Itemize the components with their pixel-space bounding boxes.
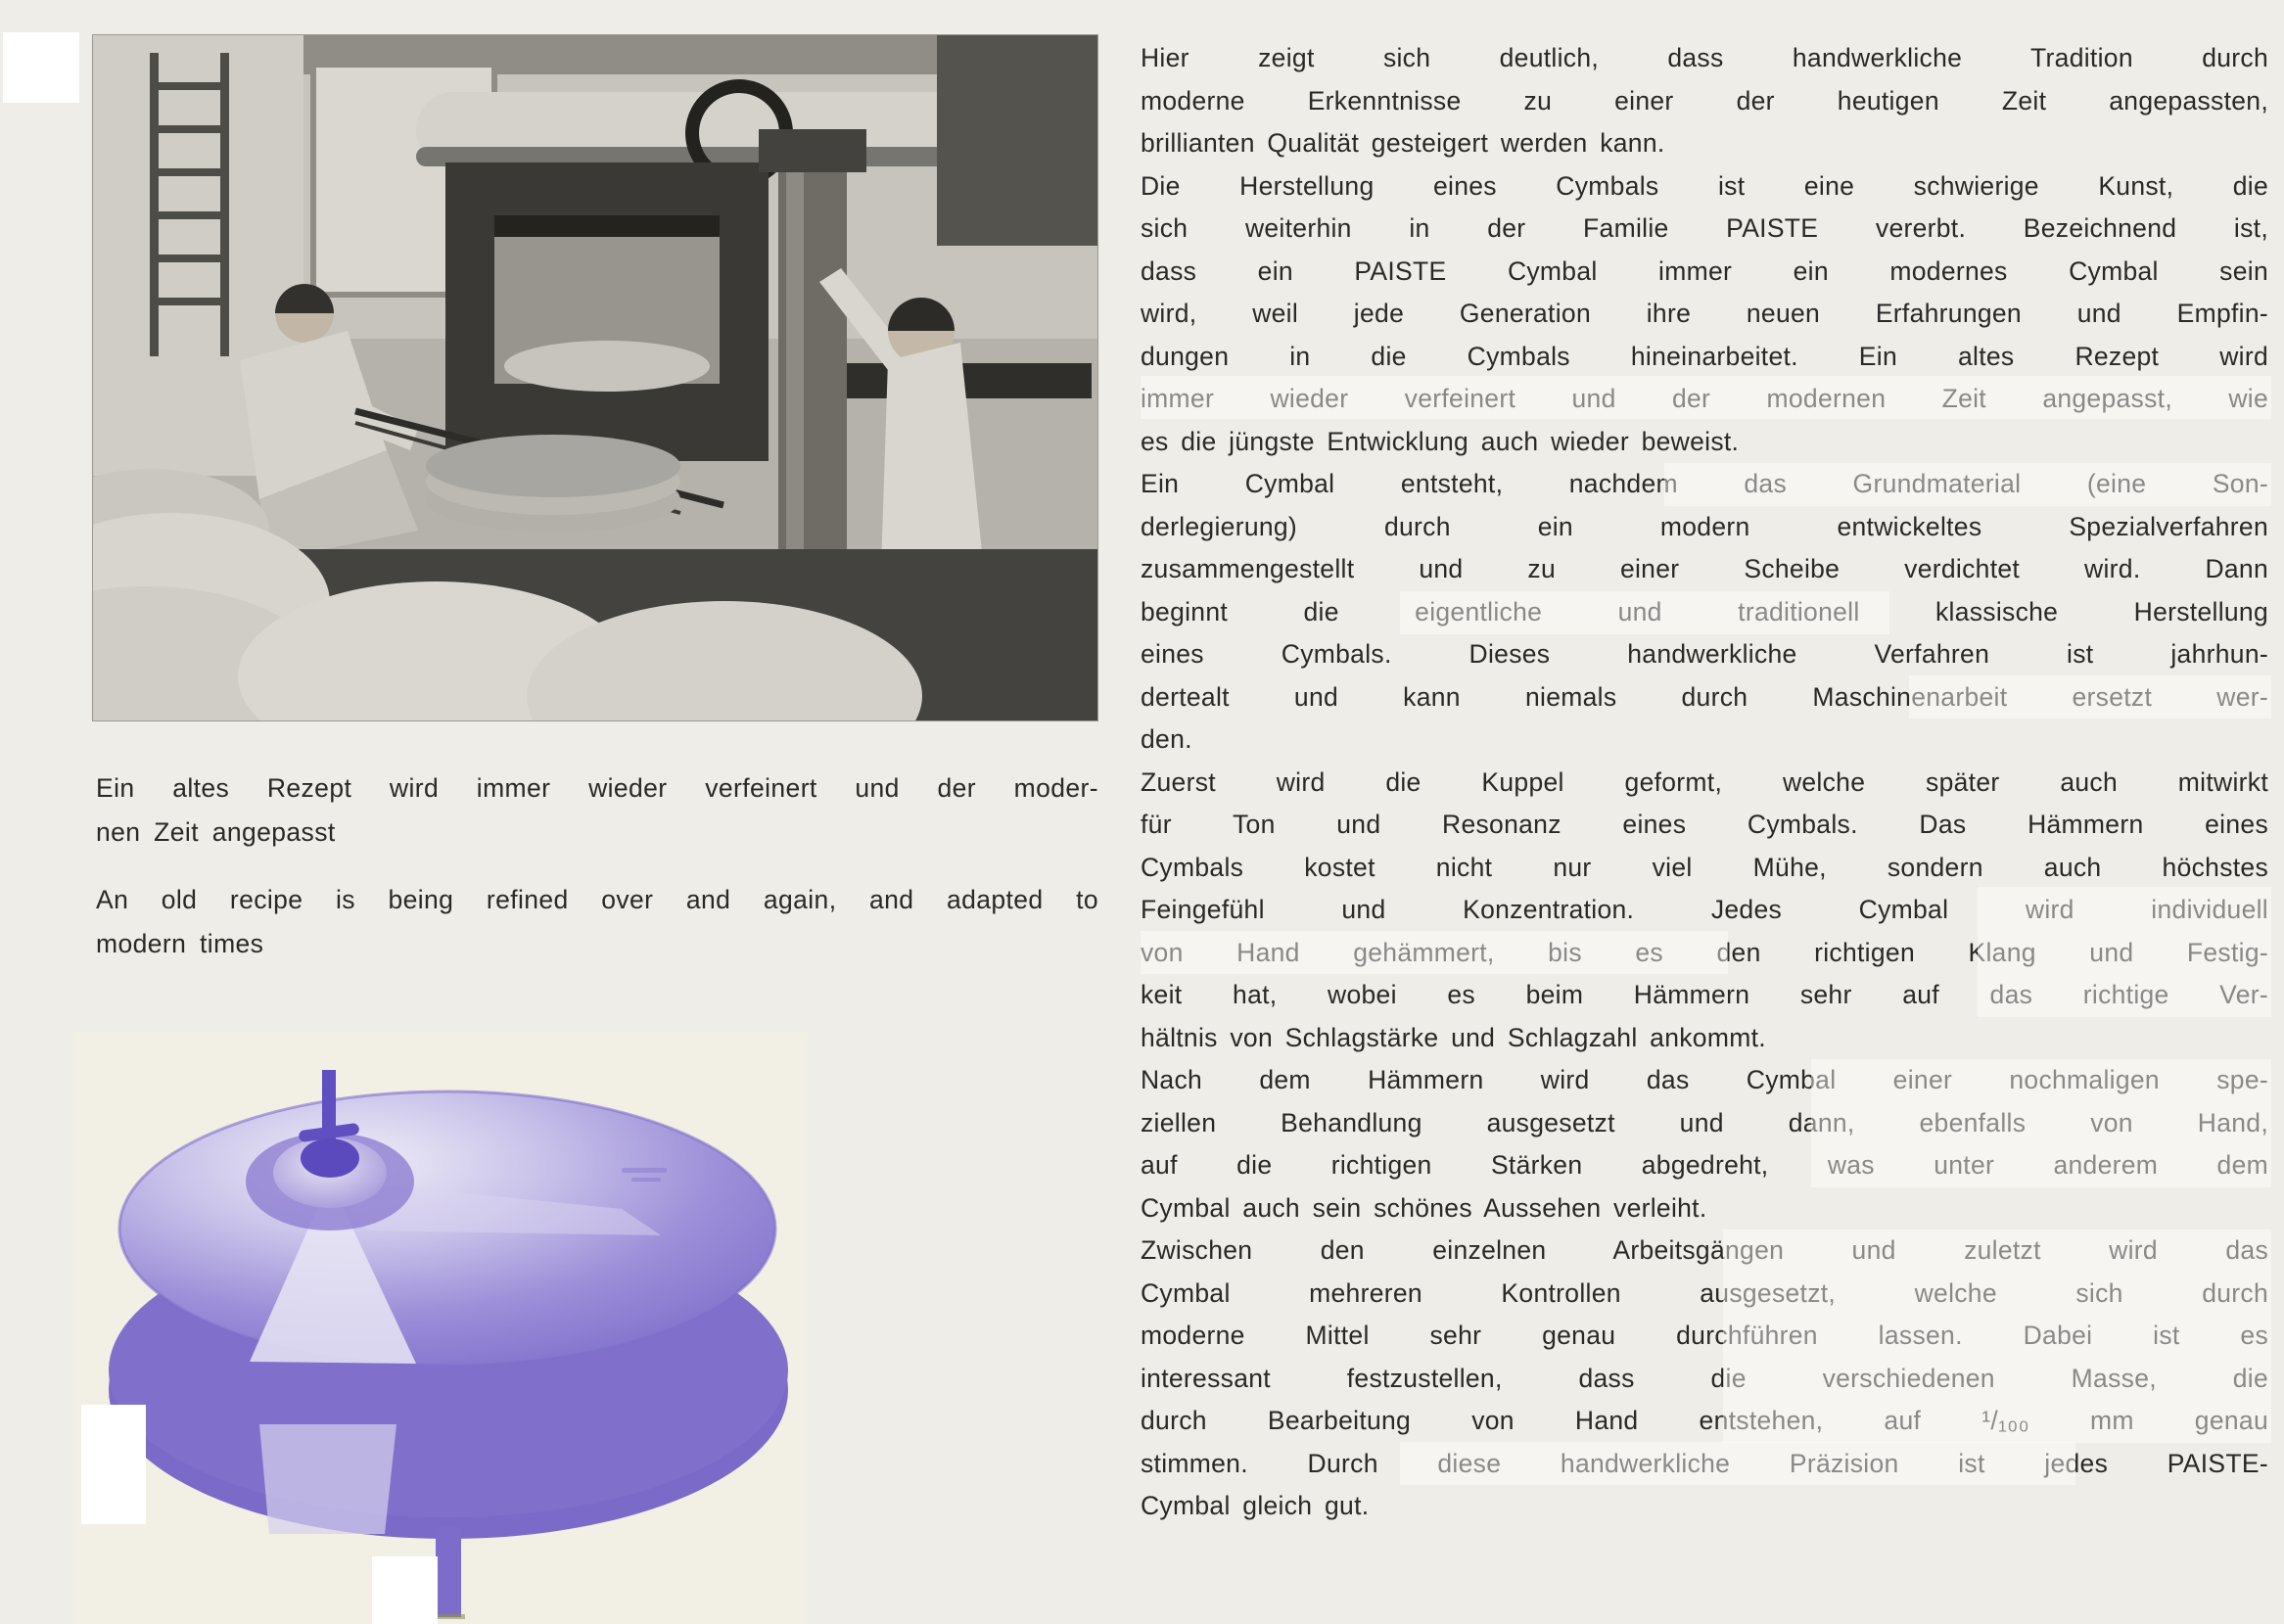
text-line: wird, weil jede Generation ihre neuen Erfahrungen und Empfin- [1141, 299, 2268, 328]
text-line: derlegierung) durch ein modern entwickeltes Spezialverfahren [1141, 511, 2268, 541]
text-line: Feingefühl und Konzentration. Jedes Cymbal wird individuell [1141, 895, 2268, 924]
text-line: dass ein PAISTE Cymbal immer ein modernes Cymbal sein [1141, 255, 2268, 286]
text-line: immer wieder verfeinert und der modernen Zeit angepasst, wie [1141, 384, 2268, 413]
caption-line: An old recipe is being refined over and again, and adapted to [96, 885, 1098, 914]
workshop-photo-illustration [93, 35, 1097, 720]
overhead-cylinder [416, 92, 1028, 166]
text-line: hältnis von Schlagstärke und Schlagzahl ankommt. [1141, 1022, 1766, 1052]
caption-line: modern times [96, 929, 264, 958]
text-line: Hier zeigt sich deutlich, dass handwerkliche Tradition durch [1141, 43, 2268, 72]
scan-white-patch [3, 32, 79, 103]
text-line: keit hat, wobei es beim Hämmern sehr auf das richtige Ver- [1141, 980, 2268, 1009]
text-line: durch Bearbeitung von Hand entstehen, auf ¹/₁₀₀ mm genau [1141, 1406, 2268, 1435]
text-line: Zwischen den einzelnen Arbeitsgängen und zuletzt wird das [1141, 1235, 2268, 1265]
text-line: interessant festzustellen, dass die verschiedenen Masse, die [1141, 1363, 2268, 1393]
caption-line: nen Zeit angepasst [96, 817, 336, 847]
text-line: auf die richtigen Stärken abgedreht, was unter anderem dem [1141, 1150, 2268, 1180]
text-line: Cymbals kostet nicht nur viel Mühe, sondern auch höchstes [1141, 852, 2268, 882]
text-line: Zuerst wird die Kuppel geformt, welche später auch mitwirkt [1141, 766, 2268, 797]
top-cymbal [119, 1091, 775, 1366]
overhead-machine [937, 35, 1097, 246]
text-line: stimmen. Durch diese handwerkliche Präzision ist jedes PAISTE- [1141, 1448, 2268, 1478]
body-text-german [1141, 37, 2268, 1528]
text-line: Cymbal gleich gut. [1141, 1491, 1370, 1520]
text-line: Die Herstellung eines Cymbals ist eine schwierige Kunst, die [1141, 170, 2268, 201]
caption-english [96, 878, 1098, 966]
text-line: Cymbal auch sein schönes Aussehen verleiht. [1141, 1192, 1707, 1223]
text-line: ziellen Behandlung ausgesetzt und dann, ebenfalls von Hand, [1141, 1107, 2268, 1137]
text-line: sich weiterhin in der Familie PAISTE vererbt. Bezeichnend ist, [1141, 213, 2268, 243]
text-line: eines Cymbals. Dieses handwerkliche Verfahren ist jahrhun- [1141, 639, 2268, 669]
text-line: von Hand gehämmert, bis es den richtigen Klang und Festig- [1141, 937, 2268, 967]
text-line: moderne Mittel sehr genau durchführen lassen. Dabei ist es [1141, 1321, 2268, 1350]
text-line: dertealt und kann niemals durch Maschinenarbeit ersetzt wer- [1141, 681, 2268, 712]
text-line: für Ton und Resonanz eines Cymbals. Das Hämmern eines [1141, 810, 2268, 839]
text-line: dungen in die Cymbals hineinarbeitet. Ein altes Rezept wird [1141, 341, 2268, 371]
text-line: moderne Erkenntnisse zu einer der heutigen Zeit angepassten, [1141, 85, 2268, 116]
text-line: Nach dem Hämmern wird das Cymbal einer nochmaligen spe- [1141, 1065, 2268, 1094]
text-line: beginnt die eigentliche und traditionell klassische Herstellung [1141, 596, 2268, 626]
text-line: den. [1141, 724, 1192, 754]
hihat-cymbal-illustration [73, 1033, 808, 1624]
scan-white-patch [372, 1556, 438, 1624]
caption-german [96, 766, 1098, 855]
text-line: es die jüngste Entwicklung auch wieder beweist. [1141, 426, 1740, 456]
workshop-photo [93, 35, 1097, 720]
text-line: Cymbal mehreren Kontrollen ausgesetzt, welche sich durch [1141, 1277, 2268, 1308]
scan-white-patch [81, 1405, 146, 1524]
hihat-cymbal-photo [73, 1033, 808, 1624]
text-line: zusammengestellt und zu einer Scheibe verdichtet wird. Dann [1141, 554, 2268, 583]
text-line: Ein Cymbal entsteht, nachdem das Grundmaterial (eine Son- [1141, 469, 2268, 498]
caption-line: Ein altes Rezept wird immer wieder verfeinert und der moder- [96, 773, 1098, 803]
cymbal-blank-stack [426, 435, 680, 533]
furnace-machine [445, 162, 769, 461]
text-line: brillianten Qualität gesteigert werden kann. [1141, 128, 1665, 158]
